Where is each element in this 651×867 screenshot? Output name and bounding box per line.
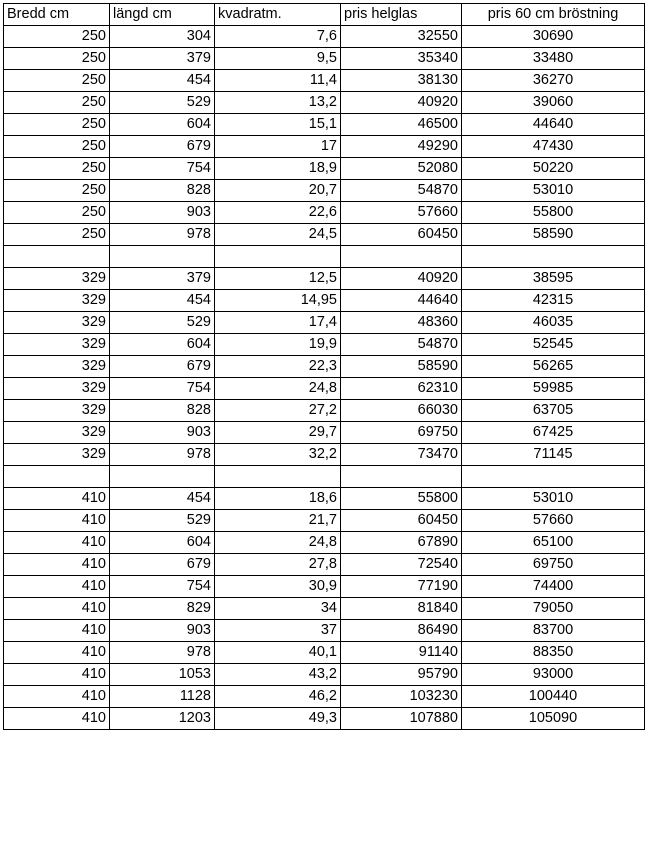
cell-length: 754 [110, 158, 215, 180]
cell-price-full-glass: 72540 [341, 554, 462, 576]
cell-square-meters: 11,4 [215, 70, 341, 92]
cell-price-full-glass: 49290 [341, 136, 462, 158]
table-row [4, 664, 645, 686]
table-row [4, 510, 645, 532]
cell-price-full-glass: 95790 [341, 664, 462, 686]
cell-price-full-glass: 60450 [341, 224, 462, 246]
cell-price-60cm-parapet: 79050 [462, 598, 645, 620]
table-row [4, 224, 645, 246]
cell-price-full-glass: 32550 [341, 26, 462, 48]
cell-square-meters: 27,2 [215, 400, 341, 422]
cell-length: 828 [110, 400, 215, 422]
cell-price-60cm-parapet: 33480 [462, 48, 645, 70]
cell-length: 978 [110, 642, 215, 664]
cell-price-60cm-parapet: 53010 [462, 180, 645, 202]
cell-price-60cm-parapet [462, 246, 645, 268]
cell-length: 679 [110, 136, 215, 158]
cell-length: 1053 [110, 664, 215, 686]
cell-price-60cm-parapet: 58590 [462, 224, 645, 246]
cell-width: 250 [4, 180, 110, 202]
cell-width: 250 [4, 70, 110, 92]
cell-width: 329 [4, 356, 110, 378]
cell-length: 679 [110, 356, 215, 378]
cell-square-meters: 17 [215, 136, 341, 158]
cell-length: 529 [110, 92, 215, 114]
table-row [4, 114, 645, 136]
cell-price-full-glass: 58590 [341, 356, 462, 378]
table-row [4, 686, 645, 708]
cell-price-60cm-parapet: 55800 [462, 202, 645, 224]
cell-price-full-glass [341, 466, 462, 488]
cell-price-full-glass: 40920 [341, 92, 462, 114]
table-row [4, 620, 645, 642]
cell-width: 250 [4, 224, 110, 246]
cell-square-meters: 18,6 [215, 488, 341, 510]
cell-width: 329 [4, 378, 110, 400]
cell-price-full-glass: 107880 [341, 708, 462, 730]
cell-price-60cm-parapet: 74400 [462, 576, 645, 598]
cell-length: 604 [110, 532, 215, 554]
cell-price-full-glass: 81840 [341, 598, 462, 620]
cell-width: 410 [4, 620, 110, 642]
table-row [4, 708, 645, 730]
cell-width: 329 [4, 400, 110, 422]
cell-square-meters: 34 [215, 598, 341, 620]
cell-price-full-glass: 66030 [341, 400, 462, 422]
cell-length: 1203 [110, 708, 215, 730]
cell-price-60cm-parapet: 59985 [462, 378, 645, 400]
cell-square-meters: 40,1 [215, 642, 341, 664]
cell-width: 329 [4, 444, 110, 466]
cell-square-meters: 19,9 [215, 334, 341, 356]
table-row [4, 334, 645, 356]
cell-price-60cm-parapet [462, 466, 645, 488]
cell-length [110, 466, 215, 488]
cell-length: 829 [110, 598, 215, 620]
cell-price-60cm-parapet: 46035 [462, 312, 645, 334]
cell-length [110, 246, 215, 268]
cell-price-full-glass: 44640 [341, 290, 462, 312]
cell-length: 454 [110, 488, 215, 510]
cell-price-60cm-parapet: 50220 [462, 158, 645, 180]
cell-length: 978 [110, 224, 215, 246]
cell-square-meters [215, 466, 341, 488]
cell-width: 250 [4, 92, 110, 114]
cell-price-full-glass: 60450 [341, 510, 462, 532]
cell-width: 250 [4, 48, 110, 70]
table-row [4, 312, 645, 334]
table-row [4, 92, 645, 114]
table-row [4, 180, 645, 202]
cell-price-full-glass: 73470 [341, 444, 462, 466]
cell-square-meters: 32,2 [215, 444, 341, 466]
cell-length: 304 [110, 26, 215, 48]
cell-square-meters: 29,7 [215, 422, 341, 444]
cell-price-full-glass: 62310 [341, 378, 462, 400]
cell-price-full-glass: 67890 [341, 532, 462, 554]
cell-square-meters: 22,3 [215, 356, 341, 378]
table-row [4, 554, 645, 576]
cell-width: 329 [4, 422, 110, 444]
cell-price-full-glass: 91140 [341, 642, 462, 664]
header-width: Bredd cm [4, 4, 110, 26]
cell-price-60cm-parapet: 67425 [462, 422, 645, 444]
cell-square-meters: 49,3 [215, 708, 341, 730]
price-table [3, 3, 645, 730]
cell-length: 529 [110, 510, 215, 532]
cell-length: 679 [110, 554, 215, 576]
cell-width: 410 [4, 488, 110, 510]
cell-square-meters [215, 246, 341, 268]
cell-square-meters: 37 [215, 620, 341, 642]
cell-square-meters: 12,5 [215, 268, 341, 290]
cell-width: 410 [4, 532, 110, 554]
cell-width: 410 [4, 686, 110, 708]
cell-square-meters: 27,8 [215, 554, 341, 576]
cell-square-meters: 46,2 [215, 686, 341, 708]
cell-price-full-glass: 35340 [341, 48, 462, 70]
cell-square-meters: 18,9 [215, 158, 341, 180]
cell-square-meters: 17,4 [215, 312, 341, 334]
cell-length: 379 [110, 48, 215, 70]
cell-price-60cm-parapet: 65100 [462, 532, 645, 554]
table-row [4, 356, 645, 378]
cell-price-full-glass: 52080 [341, 158, 462, 180]
cell-width: 329 [4, 290, 110, 312]
cell-price-full-glass: 46500 [341, 114, 462, 136]
header-price-60cm-parapet: pris 60 cm bröstning [462, 4, 645, 26]
cell-square-meters: 7,6 [215, 26, 341, 48]
cell-square-meters: 9,5 [215, 48, 341, 70]
table-row [4, 576, 645, 598]
cell-square-meters: 14,95 [215, 290, 341, 312]
cell-price-60cm-parapet: 105090 [462, 708, 645, 730]
table-row [4, 488, 645, 510]
table-body [4, 26, 645, 730]
cell-width: 250 [4, 136, 110, 158]
cell-width: 410 [4, 642, 110, 664]
cell-width: 250 [4, 202, 110, 224]
cell-length: 604 [110, 334, 215, 356]
cell-price-full-glass: 86490 [341, 620, 462, 642]
cell-square-meters: 15,1 [215, 114, 341, 136]
cell-price-60cm-parapet: 88350 [462, 642, 645, 664]
cell-width [4, 466, 110, 488]
cell-price-60cm-parapet: 47430 [462, 136, 645, 158]
table-row [4, 532, 645, 554]
cell-width: 410 [4, 576, 110, 598]
cell-length: 454 [110, 290, 215, 312]
cell-price-60cm-parapet: 100440 [462, 686, 645, 708]
table-row [4, 246, 645, 268]
cell-price-full-glass: 54870 [341, 180, 462, 202]
table-row [4, 158, 645, 180]
cell-length: 903 [110, 202, 215, 224]
table-row [4, 268, 645, 290]
cell-length: 754 [110, 576, 215, 598]
cell-length: 754 [110, 378, 215, 400]
cell-width: 250 [4, 26, 110, 48]
cell-price-60cm-parapet: 42315 [462, 290, 645, 312]
table-row [4, 598, 645, 620]
table-row [4, 70, 645, 92]
header-length: längd cm [110, 4, 215, 26]
cell-price-60cm-parapet: 52545 [462, 334, 645, 356]
cell-width: 410 [4, 598, 110, 620]
cell-width: 329 [4, 268, 110, 290]
cell-price-60cm-parapet: 44640 [462, 114, 645, 136]
cell-width [4, 246, 110, 268]
cell-price-full-glass: 55800 [341, 488, 462, 510]
cell-price-60cm-parapet: 30690 [462, 26, 645, 48]
cell-square-meters: 13,2 [215, 92, 341, 114]
cell-width: 410 [4, 708, 110, 730]
cell-width: 250 [4, 114, 110, 136]
cell-length: 604 [110, 114, 215, 136]
cell-width: 329 [4, 312, 110, 334]
cell-width: 410 [4, 664, 110, 686]
cell-length: 379 [110, 268, 215, 290]
cell-price-full-glass: 40920 [341, 268, 462, 290]
cell-price-60cm-parapet: 36270 [462, 70, 645, 92]
cell-price-full-glass: 69750 [341, 422, 462, 444]
table-row [4, 290, 645, 312]
cell-length: 978 [110, 444, 215, 466]
table-row [4, 642, 645, 664]
cell-length: 903 [110, 620, 215, 642]
cell-price-full-glass: 54870 [341, 334, 462, 356]
cell-price-60cm-parapet: 38595 [462, 268, 645, 290]
cell-square-meters: 24,5 [215, 224, 341, 246]
cell-price-full-glass: 77190 [341, 576, 462, 598]
cell-width: 329 [4, 334, 110, 356]
header-price-full-glass: pris helglas [341, 4, 462, 26]
cell-price-60cm-parapet: 69750 [462, 554, 645, 576]
cell-square-meters: 43,2 [215, 664, 341, 686]
cell-length: 828 [110, 180, 215, 202]
cell-width: 410 [4, 554, 110, 576]
cell-price-full-glass: 103230 [341, 686, 462, 708]
header-square-meters: kvadratm. [215, 4, 341, 26]
table-row [4, 400, 645, 422]
cell-width: 410 [4, 510, 110, 532]
cell-square-meters: 30,9 [215, 576, 341, 598]
cell-length: 903 [110, 422, 215, 444]
table-row [4, 48, 645, 70]
cell-price-full-glass: 48360 [341, 312, 462, 334]
cell-price-60cm-parapet: 53010 [462, 488, 645, 510]
cell-width: 250 [4, 158, 110, 180]
cell-square-meters: 21,7 [215, 510, 341, 532]
table-row [4, 444, 645, 466]
cell-price-60cm-parapet: 39060 [462, 92, 645, 114]
cell-length: 454 [110, 70, 215, 92]
table-row [4, 136, 645, 158]
cell-price-60cm-parapet: 83700 [462, 620, 645, 642]
cell-square-meters: 20,7 [215, 180, 341, 202]
table-row [4, 378, 645, 400]
cell-length: 529 [110, 312, 215, 334]
cell-price-60cm-parapet: 57660 [462, 510, 645, 532]
table-row [4, 422, 645, 444]
cell-length: 1128 [110, 686, 215, 708]
table-row [4, 26, 645, 48]
cell-square-meters: 22,6 [215, 202, 341, 224]
cell-square-meters: 24,8 [215, 532, 341, 554]
cell-price-60cm-parapet: 71145 [462, 444, 645, 466]
cell-price-60cm-parapet: 93000 [462, 664, 645, 686]
cell-price-full-glass: 57660 [341, 202, 462, 224]
table-row [4, 202, 645, 224]
cell-square-meters: 24,8 [215, 378, 341, 400]
cell-price-full-glass [341, 246, 462, 268]
table-row [4, 466, 645, 488]
header-row [4, 4, 645, 26]
cell-price-60cm-parapet: 63705 [462, 400, 645, 422]
cell-price-60cm-parapet: 56265 [462, 356, 645, 378]
cell-price-full-glass: 38130 [341, 70, 462, 92]
